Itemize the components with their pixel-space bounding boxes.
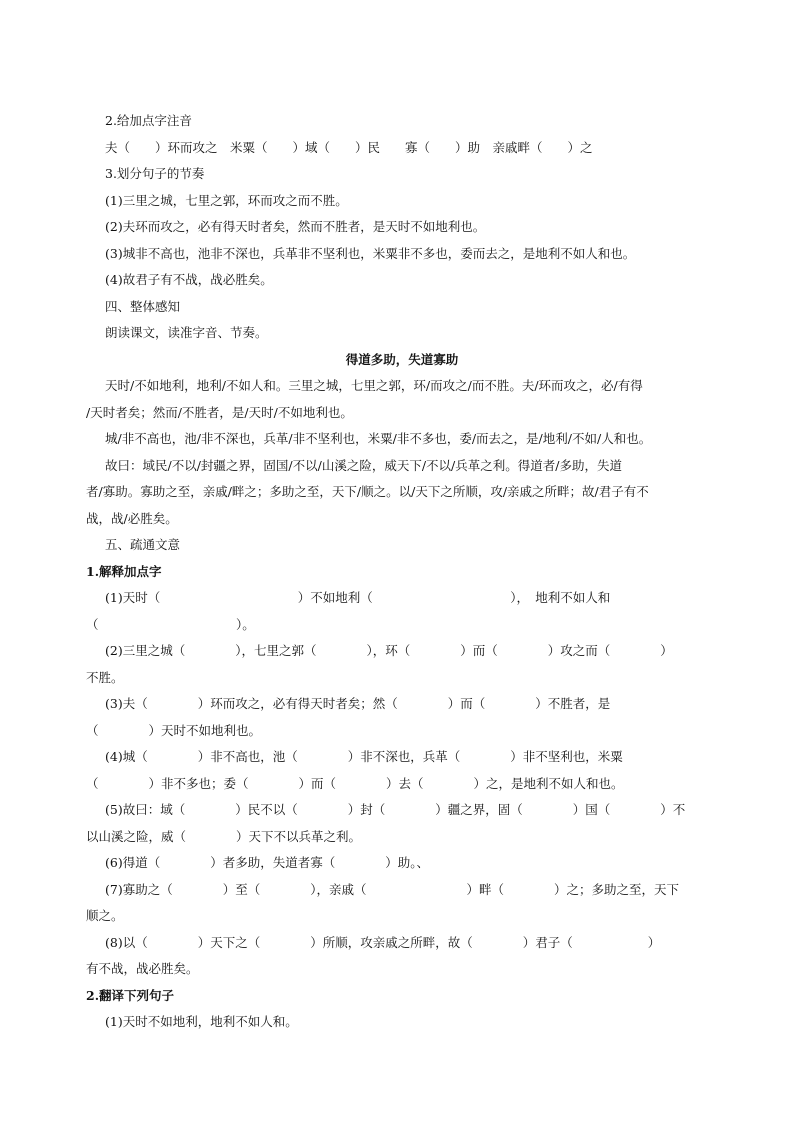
text-line: 不胜。: [86, 669, 124, 685]
text-line: 五、疏通文意: [105, 537, 181, 552]
text-line: (8)以（ ）天下之（ ）所顺，攻亲戚之所畔，故（ ）君子（ ）: [105, 934, 661, 950]
text-line: (3)夫（ ）环而攻之，必有得天时者矣；然（ ）而（ ）不胜者，是: [105, 696, 611, 711]
text-line: （ ）。: [86, 616, 255, 632]
text-line: 顺之。: [86, 908, 124, 923]
text-line: /天时者矣；然而/不胜者，是/天时/不如地利也。: [86, 404, 353, 420]
text-line: 城/非不高也，池/非不深也，兵革/非不坚利也，米粟/非不多也，委/而去之，是/地利/不如/人和也。: [105, 431, 652, 446]
text-line: 朗读课文，读准字音、节奏。: [105, 325, 268, 340]
text-line: 有不战，战必胜矣。: [86, 961, 199, 976]
text-line: 者/寡助。寡助之至，亲戚/畔之；多助之至，天下/顺之。以/天下之所顺，攻/亲戚之所畔；故/君子有不: [86, 484, 649, 499]
text-line: (7)寡助之（ ）至（ ），亲戚（ ）畔（ ）之；多助之至，天下: [105, 881, 679, 897]
text-line: (1)天时（ ）不如地利（ ）， 地利不如人和: [105, 590, 611, 605]
text-line: (1)三里之城，七里之郭，环而攻之而不胜。: [105, 192, 348, 208]
text-line: 以山溪之险，威（ ）天下不以兵革之利。: [86, 828, 362, 844]
text-line: 2.翻译下列句子: [86, 987, 175, 1003]
text-line: （ ）非不多也；委（ ）而（ ）去（ ）之，是地利不如人和也。: [86, 775, 624, 791]
text-line: 天时/不如地利，地利/不如人和。三里之城，七里之郭，环/而攻之/而不胜。夫/环而攻之，必/有得: [105, 378, 643, 393]
text-line: 3.划分句子的节奏: [105, 166, 205, 181]
text-line: 故曰：域民/不以/封疆之界，固国/不以/山溪之险，威天下/不以/兵革之利。得道者/多助，失道: [105, 457, 622, 473]
text-line: (5)故曰：域（ ）民不以（ ）封（ ）疆之界，固（ ）国（ ）不: [105, 802, 686, 817]
text-line: (1)天时不如地利，地利不如人和。: [105, 1014, 298, 1029]
text-line: (3)城非不高也，池非不深也，兵革非不坚利也，米粟非不多也，委而去之，是地利不如人和也。: [105, 245, 636, 261]
text-line: （ ）天时不如地利也。: [86, 722, 262, 738]
text-line: (2)夫环而攻之，必有得天时者矣，然而不胜者，是天时不如地利也。: [105, 219, 486, 234]
text-line: 1.解释加点字: [86, 563, 162, 579]
text-line: (6)得道（ ）者多助，失道者寡（ ）助。、: [105, 855, 429, 870]
text-line: (4)故君子有不战，战必胜矣。: [105, 272, 273, 287]
text-line: (2)三里之城（ ），七里之郭（ ），环（ ）而（ ）攻之而（ ）: [105, 643, 673, 658]
text-line: (4)城（ ）非不高也，池（ ）非不深也，兵革（ ）非不坚利也，米粟: [105, 749, 623, 764]
text-line: 得道多助，失道寡助: [345, 351, 459, 367]
text-line: 四、整体感知: [105, 298, 181, 314]
text-line: 战，战/必胜矣。: [86, 510, 178, 526]
text-line: 2.给加点字注音: [105, 113, 192, 128]
text-line: 夫（ ）环而攻之 米粟（ ）域（ ）民 寡（ ）助 亲戚畔（ ）之: [105, 139, 593, 155]
document-body: [86, 108, 718, 1036]
